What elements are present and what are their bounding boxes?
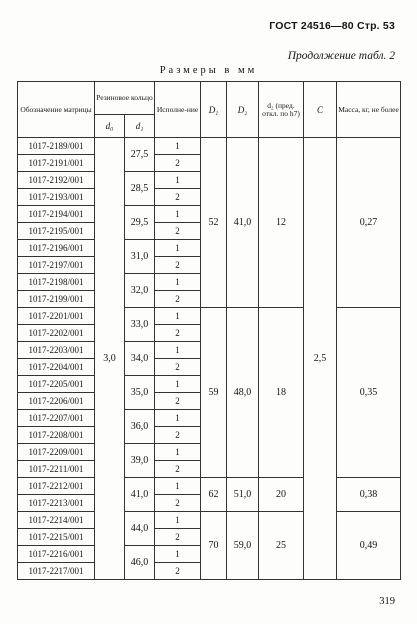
D2-cell: 59,0 [227,512,259,580]
designation-cell: 1017-2195/001 [18,223,95,240]
designation-cell: 1017-2194/001 [18,206,95,223]
designation-cell: 1017-2204/001 [18,359,95,376]
variant-cell: 1 [155,240,201,257]
d2-cell: 18 [259,308,304,478]
d1-cell: 39,0 [125,444,155,478]
designation-cell: 1017-2193/001 [18,189,95,206]
designation-cell: 1017-2207/001 [18,410,95,427]
D2-cell: 41,0 [227,138,259,308]
variant-cell: 1 [155,172,201,189]
variant-cell: 2 [155,495,201,512]
variant-cell: 1 [155,546,201,563]
mass-cell: 0,49 [337,512,401,580]
D1-cell: 62 [201,478,227,512]
designation-cell: 1017-2192/001 [18,172,95,189]
variant-cell: 2 [155,359,201,376]
variant-cell: 1 [155,308,201,325]
variant-cell: 2 [155,189,201,206]
page-number: 319 [379,596,395,607]
d1-cell: 46,0 [125,546,155,580]
designation-cell: 1017-2191/001 [18,155,95,172]
designation-cell: 1017-2201/001 [18,308,95,325]
table-row [18,308,401,325]
d1-cell: 36,0 [125,410,155,444]
variant-cell: 1 [155,512,201,529]
variant-cell: 2 [155,291,201,308]
C-cell: 2,5 [304,138,337,580]
variant-cell: 1 [155,206,201,223]
designation-cell: 1017-2197/001 [18,257,95,274]
variant-cell: 2 [155,461,201,478]
D2-cell: 48,0 [227,308,259,478]
designation-cell: 1017-2215/001 [18,529,95,546]
col-variant: Исполне-ние [155,82,201,138]
col-D2: D₂ [227,82,259,138]
designation-cell: 1017-2196/001 [18,240,95,257]
designation-cell: 1017-2202/001 [18,325,95,342]
designation-cell: 1017-2216/001 [18,546,95,563]
d1-cell: 33,0 [125,308,155,342]
d2-cell: 12 [259,138,304,308]
col-d1: d₁ [125,115,155,138]
variant-cell: 2 [155,325,201,342]
variant-cell: 1 [155,274,201,291]
designation-cell: 1017-2198/001 [18,274,95,291]
variant-cell: 1 [155,410,201,427]
mass-cell: 0,27 [337,138,401,308]
designation-cell: 1017-2211/001 [18,461,95,478]
D2-cell: 51,0 [227,478,259,512]
variant-cell: 1 [155,342,201,359]
designation-cell: 1017-2205/001 [18,376,95,393]
d2-cell: 25 [259,512,304,580]
variant-cell: 2 [155,223,201,240]
d1-cell: 27,5 [125,138,155,172]
col-d0: d₀ [95,115,125,138]
designation-cell: 1017-2214/001 [18,512,95,529]
designation-cell: 1017-2199/001 [18,291,95,308]
mass-cell: 0,38 [337,478,401,512]
D1-cell: 52 [201,138,227,308]
D1-cell: 70 [201,512,227,580]
variant-cell: 1 [155,138,201,155]
table-caption: Размеры в мм [159,65,258,76]
d2-cell: 20 [259,478,304,512]
variant-cell: 1 [155,444,201,461]
variant-cell: 2 [155,257,201,274]
variant-cell: 2 [155,155,201,172]
designation-cell: 1017-2203/001 [18,342,95,359]
col-d2: d₂ (пред. откл. по h7) [259,82,304,138]
designation-cell: 1017-2209/001 [18,444,95,461]
variant-cell: 1 [155,376,201,393]
col-ring: Резиновое кольцо [95,82,155,115]
d1-cell: 34,0 [125,342,155,376]
col-D1: D₁ [201,82,227,138]
designation-cell: 1017-2213/001 [18,495,95,512]
designation-cell: 1017-2189/001 [18,138,95,155]
d1-cell: 31,0 [125,240,155,274]
d0-cell: 3,0 [95,138,125,580]
table-row [18,478,401,495]
variant-cell: 2 [155,393,201,410]
table-continuation-label: Продолжение табл. 2 [287,50,395,62]
d1-cell: 32,0 [125,274,155,308]
mass-cell: 0,35 [337,308,401,478]
D1-cell: 59 [201,308,227,478]
d1-cell: 41,0 [125,478,155,512]
table-row [18,138,401,155]
variant-cell: 1 [155,478,201,495]
spec-table [17,81,401,580]
d1-cell: 35,0 [125,376,155,410]
designation-cell: 1017-2208/001 [18,427,95,444]
col-designation: Обозначение матрицы [18,82,95,138]
variant-cell: 2 [155,563,201,580]
designation-cell: 1017-2212/001 [18,478,95,495]
variant-cell: 2 [155,427,201,444]
d1-cell: 28,5 [125,172,155,206]
col-C: C [304,82,337,138]
table-row [18,512,401,529]
variant-cell: 2 [155,529,201,546]
document-header: ГОСТ 24516—80 Стр. 53 [269,20,395,32]
designation-cell: 1017-2206/001 [18,393,95,410]
d1-cell: 44,0 [125,512,155,546]
col-mass: Масса, кг, не более [337,82,401,138]
d1-cell: 29,5 [125,206,155,240]
designation-cell: 1017-2217/001 [18,563,95,580]
